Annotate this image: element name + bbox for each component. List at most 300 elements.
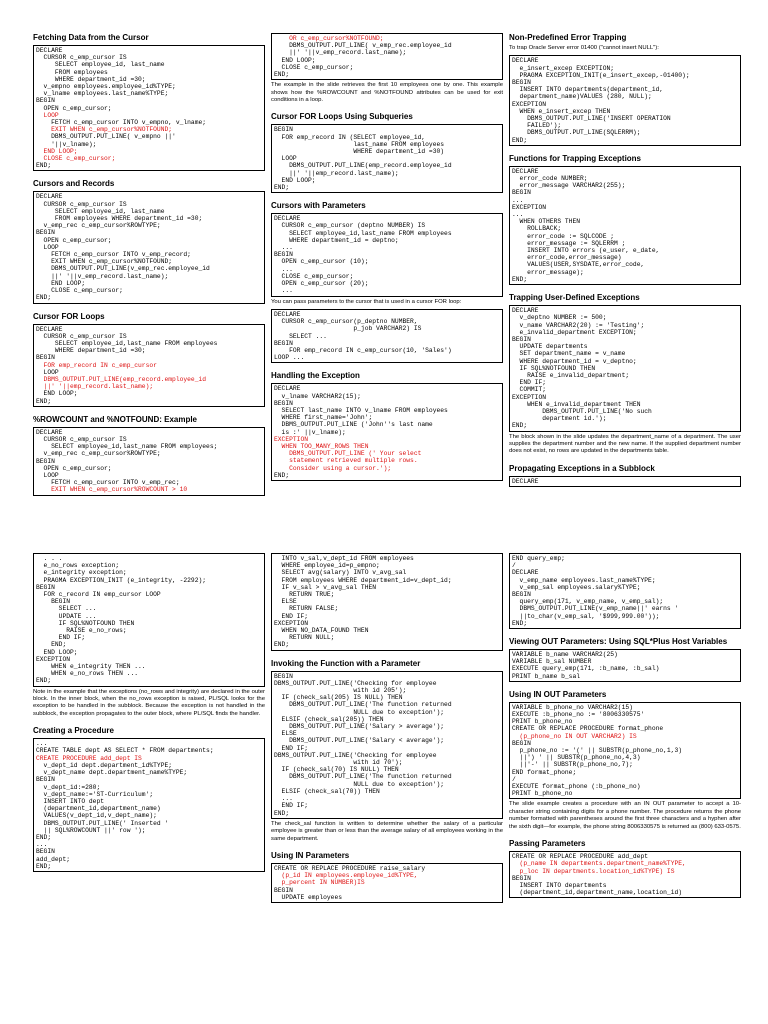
- code-line: IF (check_sal(205) IS NULL) THEN: [274, 694, 403, 702]
- section-heading: Cursor FOR Loops: [33, 311, 105, 321]
- section: [33, 726, 265, 872]
- code-line: INSERT INTO errors (e_user, e_date,: [512, 247, 660, 255]
- paragraph: The block shown in the slide updates the department_name of a department. The user supplies the department number and the new name. If the supplied department number does not exist, no rows are updated in the departments table.: [509, 433, 741, 455]
- code-line: (department_id,department_name): [36, 805, 161, 813]
- code-line: RAISE e_invalid_department;: [512, 371, 630, 379]
- section-heading: Passing Parameters: [509, 839, 586, 849]
- code-line: Consider using a cursor.');: [274, 464, 392, 472]
- code-line: (p_id IN employees.employee_id%TYPE,: [274, 872, 418, 880]
- code-line: DBMS_OUTPUT.PUT_LINE('Checking for employee: [274, 751, 437, 759]
- section: [271, 851, 503, 903]
- code-line: DECLARE: [274, 385, 301, 393]
- section: [33, 33, 265, 171]
- code-line: DBMS_OUTPUT.PUT_LINE(emp_record.employee_id: [274, 162, 452, 170]
- code-line: v_deptno NUMBER := 500;: [512, 314, 607, 322]
- bottom-column-1: [33, 520, 265, 872]
- code-line: WHERE department_id = v_deptno;: [512, 357, 637, 365]
- section: [509, 637, 741, 682]
- code-block: [33, 191, 265, 303]
- code-line: PRINT b_phone_no: [512, 790, 573, 798]
- code-line: ||') ' || SUBSTR(p_phone_no,4,3): [512, 754, 641, 762]
- code-line: DBMS_OUTPUT.PUT_LINE(emp_record.employee_id: [36, 375, 207, 383]
- section: [509, 293, 741, 456]
- code-line: CREATE OR REPLACE PROCEDURE format_phone: [512, 725, 664, 733]
- code-line: EXIT WHEN c_emp_cursor%NOTFOUND;: [36, 258, 173, 266]
- code-line: DBMS_OUTPUT.PUT_LINE( v_emp_rec.employee_id: [274, 42, 452, 50]
- code-line: DBMS_OUTPUT.PUT_LINE(v_emp_rec.employee_id: [36, 265, 210, 273]
- code-line: EXECUTE query_emp(171, :b_name, :b_sal): [512, 665, 660, 673]
- code-line: EXIT WHEN c_emp_cursor%NOTFOUND;: [36, 126, 173, 134]
- section: [509, 839, 741, 898]
- section: [509, 553, 741, 629]
- code-line: v_emp_name employees.last_name%TYPE;: [512, 576, 656, 584]
- code-line: FROM employees: [36, 68, 108, 76]
- code-line: WHERE department_id =30;: [36, 347, 146, 355]
- code-line: error_code NUMBER;: [512, 175, 588, 183]
- section-heading: Trapping User-Defined Exceptions: [509, 293, 640, 303]
- code-line: CLOSE c_emp_cursor;: [36, 287, 123, 295]
- code-line: COMMIT;: [512, 386, 547, 394]
- section: [509, 464, 741, 487]
- code-line: with id 205');: [274, 687, 407, 695]
- section-heading: Propagating Exceptions in a Subblock: [509, 463, 655, 473]
- code-line: IF SQL%NOTFOUND THEN: [36, 619, 135, 627]
- code-line: LOOP: [36, 368, 59, 376]
- section-heading: %ROWCOUNT and %NOTFOUND: Example: [33, 414, 198, 424]
- code-line: IF v_sal > v_avg_sal THEN: [274, 583, 377, 591]
- code-line: SELECT ...: [274, 332, 327, 340]
- code-line: EXCEPTION: [512, 393, 547, 401]
- paragraph: The example in the slide retrieves the first 10 employees one by one. This example shows how the %ROWCOUNT and %NOTFOUND attributes can be used for exit conditions in a loop.: [271, 82, 503, 104]
- code-line: FOR emp_record IN c_emp_cursor: [36, 361, 157, 369]
- code-line: EXIT WHEN c_emp_cursor%ROWCOUNT > 10: [36, 486, 188, 494]
- code-block: [509, 702, 741, 800]
- code-line: error_message VARCHAR2(255);: [512, 182, 626, 190]
- code-line: END LOOP;: [36, 147, 78, 155]
- code-line: LOOP: [36, 243, 59, 251]
- code-line: BEGIN: [274, 886, 293, 894]
- section-heading: Cursors and Records: [33, 179, 115, 189]
- code-line: '||v_lname);: [36, 140, 97, 148]
- code-line: statement retrieved multiple rows.: [274, 457, 418, 465]
- code-line: query_emp(171, v_emp_name, v_emp_sal);: [512, 598, 664, 606]
- code-line: CURSOR c_emp_cursor IS: [36, 200, 127, 208]
- page-bottom: [0, 520, 768, 1020]
- code-line: BEGIN: [512, 739, 531, 747]
- code-line: e_invalid_department EXCEPTION;: [512, 328, 637, 336]
- code-block: [271, 383, 503, 481]
- code-line: DBMS_OUTPUT.PUT_LINE(SQLERRM);: [512, 129, 641, 137]
- code-line: v_dept_id dept.department_id%TYPE;: [36, 761, 173, 769]
- section-heading: Functions for Trapping Exceptions: [509, 153, 642, 163]
- code-line: v_empno employees.employee_id%TYPE;: [36, 83, 176, 91]
- code-line: p_loc IN departments.location_id%TYPE) IS: [512, 867, 675, 875]
- code-line: v_emp_sal employees.salary%TYPE;: [512, 583, 641, 591]
- code-line: END;: [36, 677, 52, 685]
- code-line: DBMS_OUTPUT.PUT_LINE(' Inserted ': [36, 819, 169, 827]
- section: [509, 154, 741, 285]
- code-line: BEGIN: [36, 457, 55, 465]
- code-line: END;: [512, 275, 528, 283]
- code-line: WHERE department_id =30;: [36, 75, 146, 83]
- code-line: WHEN e_insert_excep THEN: [512, 107, 611, 115]
- code-line: ELSIF (check_sal(70)) THEN: [274, 787, 380, 795]
- code-line: END LOOP;: [274, 176, 316, 184]
- code-line: END IF;: [274, 802, 309, 810]
- code-line: OR c_emp_cursor%NOTFOUND;: [274, 35, 384, 42]
- code-line: DECLARE: [512, 477, 539, 485]
- code-line: /: [512, 562, 516, 570]
- bottom-column-2: [271, 520, 503, 903]
- code-line: ...: [36, 841, 48, 849]
- section: [33, 312, 265, 407]
- code-block: [509, 851, 741, 898]
- code-line: UPDATE ...: [36, 612, 97, 620]
- section: [33, 553, 265, 718]
- code-line: ||' '||emp_record.last_name);: [274, 169, 399, 177]
- code-line: BEGIN: [274, 339, 293, 347]
- code-line: FETCH c_emp_cursor INTO v_emp_rec;: [36, 479, 180, 487]
- code-line: v_name VARCHAR2(20) := 'Testing';: [512, 321, 645, 329]
- code-line: CREATE TABLE dept AS SELECT * FROM departments;: [36, 747, 214, 755]
- code-line: END;: [36, 641, 67, 649]
- page-top: [0, 0, 768, 500]
- code-line: DBMS_OUTPUT.PUT_LINE ('John''s last name: [274, 421, 433, 429]
- code-line: RETURN FALSE;: [274, 605, 339, 613]
- code-block: [271, 863, 503, 903]
- code-line: END;: [36, 833, 52, 841]
- code-line: ...: [274, 265, 293, 273]
- code-line: INSERT INTO departments: [512, 881, 607, 889]
- code-line: END;: [274, 809, 290, 817]
- code-line: INSERT INTO dept: [36, 797, 105, 805]
- code-line: END;: [274, 641, 290, 649]
- code-line: WHERE employee_id=p_empno;: [274, 562, 380, 570]
- section-heading: Handling the Exception: [271, 371, 360, 381]
- code-line: WHERE department_id =30): [274, 148, 445, 156]
- code-line: . . .: [36, 555, 63, 562]
- code-line: WHEN OTHERS THEN: [512, 218, 581, 226]
- code-block: [271, 671, 503, 819]
- code-line: RAISE e_no_rows;: [36, 627, 127, 635]
- section-heading: Creating a Procedure: [33, 726, 114, 736]
- code-line: ELSIF (check_sal(205)) THEN: [274, 715, 384, 723]
- code-line: ||to_char(v_emp_sal, '$999,999.00'));: [512, 612, 660, 620]
- code-line: CREATE PROCEDURE add_dept IS: [36, 754, 142, 762]
- code-line: e_no_rows exception;: [36, 562, 120, 570]
- bottom-column-3: [509, 520, 741, 898]
- code-line: OPEN c_emp_cursor;: [36, 236, 112, 244]
- section: [271, 201, 503, 306]
- code-line: e_integrity exception;: [36, 569, 127, 577]
- code-line: DBMS_OUTPUT.PUT_LINE('The function returned: [274, 773, 452, 781]
- code-line: BEGIN: [274, 399, 293, 407]
- code-line: SET department_name = v_name: [512, 350, 626, 358]
- code-line: BEGIN: [36, 598, 71, 606]
- section: [271, 659, 503, 843]
- code-block: [271, 309, 503, 363]
- code-line: error_code,error_message): [512, 254, 622, 262]
- code-block: [509, 553, 741, 629]
- code-line: EXECUTE :b_phone_no := '8006330575': [512, 711, 645, 719]
- code-line: DECLARE: [512, 569, 539, 577]
- code-line: (department_id,department_name,location_id): [512, 889, 683, 897]
- section-heading: Invoking the Function with a Parameter: [271, 658, 421, 668]
- code-line: CURSOR c_emp_cursor IS: [36, 332, 127, 340]
- code-block: [271, 553, 503, 651]
- code-line: CURSOR c_emp_cursor (deptno NUMBER) IS: [274, 222, 426, 230]
- code-line: CLOSE c_emp_cursor;: [36, 155, 116, 163]
- code-line: FAILED');: [512, 122, 562, 130]
- code-line: END;: [512, 619, 528, 627]
- code-line: BEGIN: [512, 189, 531, 197]
- code-line: CREATE OR REPLACE PROCEDURE raise_salary: [274, 864, 426, 872]
- code-line: v_emp_rec c_emp_cursor%ROWTYPE;: [36, 222, 161, 230]
- code-line: v_lname VARCHAR2(15);: [274, 392, 361, 400]
- code-line: p_percent IN NUMBER)IS: [274, 879, 365, 887]
- code-line: ...: [274, 795, 293, 803]
- code-line: VALUES(v_dept_id,v_dept_name);: [36, 812, 157, 820]
- code-line: OPEN c_emp_cursor;: [36, 104, 112, 112]
- code-line: BEGIN: [274, 672, 293, 680]
- code-line: DECLARE: [512, 307, 539, 315]
- code-line: DECLARE: [36, 428, 63, 436]
- code-line: e_insert_excep EXCEPTION;: [512, 64, 615, 72]
- top-column-2: [271, 0, 503, 481]
- code-line: CLOSE c_emp_cursor;: [274, 272, 354, 280]
- code-line: SELECT avg(salary) INTO v_avg_sal: [274, 569, 407, 577]
- paragraph: You can pass parameters to the cursor that is used in a cursor FOR loop:: [271, 298, 462, 305]
- code-line: END;: [512, 136, 528, 144]
- code-line: END;: [274, 184, 290, 192]
- section: [33, 415, 265, 496]
- code-block: [33, 427, 265, 496]
- code-line: error_code := SQLCODE ;: [512, 232, 615, 240]
- top-column-3: [509, 0, 741, 487]
- code-line: LOOP ...: [274, 354, 305, 362]
- code-line: ...: [36, 740, 48, 748]
- top-column-1: [33, 0, 265, 496]
- code-line: DBMS_OUTPUT.PUT_LINE('The function returned: [274, 701, 452, 709]
- code-line: DECLARE: [36, 47, 63, 54]
- code-block: [509, 55, 741, 145]
- paragraph: The slide example creates a procedure with an IN OUT parameter to accept a 10-character string containing digits for a phone number. The procedure returns the phone number formatted with parentheses around the first three characters and a hyphen after the sixth digit—for example, the phone string 8006330575 is returned as (800) 633-0575.: [509, 801, 741, 830]
- code-line: BEGIN: [274, 126, 293, 134]
- code-line: LOOP: [274, 155, 297, 163]
- code-line: WHEN e_invalid_department THEN: [512, 400, 641, 408]
- code-line: WHERE first_name='John';: [274, 414, 373, 422]
- code-line: v_lname employees.last_name%TYPE;: [36, 90, 169, 98]
- code-line: BEGIN: [36, 583, 55, 591]
- code-block: [509, 649, 741, 682]
- code-line: v_emp_rec c_emp_cursor%ROWTYPE;: [36, 450, 161, 458]
- code-line: /: [512, 775, 516, 783]
- code-line: DBMS_OUTPUT.PUT_LINE('Salary > average');: [274, 723, 445, 731]
- code-line: END LOOP;: [274, 56, 316, 64]
- code-line: with id 70');: [274, 759, 403, 767]
- code-line: error_message);: [512, 268, 584, 276]
- code-line: WHERE department_id = deptno;: [274, 236, 399, 244]
- section: [271, 553, 503, 651]
- code-line: VARIABLE b_phone_no VARCHAR2(15): [512, 703, 633, 711]
- code-line: CURSOR c_emp_cursor IS: [36, 54, 127, 62]
- code-line: v_dept_name dept.department_name%TYPE;: [36, 769, 188, 777]
- section-heading: Viewing OUT Parameters: Using SQL*Plus Host Variables: [509, 637, 728, 647]
- code-line: OPEN c_emp_cursor (10);: [274, 258, 369, 266]
- code-line: WHEN NO_DATA_FOUND THEN: [274, 627, 369, 635]
- code-line: DECLARE: [512, 57, 539, 65]
- code-line: DECLARE: [274, 310, 301, 318]
- code-block: [509, 476, 741, 487]
- code-line: LOOP: [36, 471, 59, 479]
- code-line: EXCEPTION: [36, 655, 71, 663]
- code-line: BEGIN: [512, 874, 531, 882]
- code-line: END LOOP;: [36, 390, 78, 398]
- section: [33, 179, 265, 303]
- code-line: is :' ||v_lname);: [274, 428, 346, 436]
- code-line: END;: [512, 422, 528, 430]
- code-line: SELECT employee_id, last_name: [36, 207, 165, 215]
- code-line: ...: [512, 211, 524, 219]
- section: [509, 33, 741, 146]
- code-line: BEGIN: [274, 251, 293, 259]
- code-line: v_dept_id:=280;: [36, 783, 101, 791]
- code-line: VARIABLE b_sal NUMBER: [512, 658, 592, 666]
- code-line: || SQL%ROWCOUNT ||' row ');: [36, 826, 146, 834]
- code-line: ...: [274, 244, 293, 252]
- code-line: SELECT employee_id,last_name FROM employees: [274, 229, 452, 237]
- code-line: UPDATE departments: [512, 343, 588, 351]
- code-line: ROLLBACK;: [512, 225, 562, 233]
- code-line: (p_phone_no IN OUT VARCHAR2) IS: [512, 732, 637, 740]
- code-line: FETCH c_emp_cursor INTO v_emp_record;: [36, 251, 191, 259]
- code-line: add_dept;: [36, 855, 71, 863]
- code-line: END;: [36, 162, 52, 170]
- code-line: ||' '||v_emp_record.last_name);: [274, 49, 407, 57]
- code-line: BEGIN: [512, 79, 531, 87]
- code-line: END query_emp;: [512, 555, 565, 562]
- code-line: SELECT ...: [36, 605, 97, 613]
- code-line: PRINT b_name b_sal: [512, 672, 581, 680]
- code-line: DECLARE: [274, 215, 301, 223]
- code-line: DBMS_OUTPUT.PUT_LINE(v_emp_name||' earns ': [512, 605, 679, 613]
- code-block: [271, 124, 503, 193]
- section-heading: Using IN Parameters: [271, 850, 350, 860]
- code-line: WHEN TOO_MANY_ROWS THEN: [274, 442, 369, 450]
- section: [509, 690, 741, 831]
- code-block: [509, 305, 741, 431]
- code-line: DBMS_OUTPUT.PUT_LINE('Checking for employee: [274, 679, 437, 687]
- code-block: [271, 213, 503, 296]
- code-line: WHEN e_integrity THEN ...: [36, 663, 146, 671]
- code-line: END IF;: [36, 634, 86, 642]
- code-line: VARIABLE b_name VARCHAR2(25): [512, 651, 618, 659]
- section-heading: Cursors with Parameters: [271, 201, 366, 211]
- code-line: SELECT last_name INTO v_lname FROM employees: [274, 406, 448, 414]
- code-line: EXCEPTION: [274, 435, 309, 443]
- code-line: IF (check_sal(70) IS NULL) THEN: [274, 766, 399, 774]
- section-subtitle: To trap Oracle Server error 01400 ("cannot insert NULL"):: [509, 45, 659, 51]
- code-line: v_dept_name:='ST-Curriculum';: [36, 790, 154, 798]
- paragraph: Note in the example that the exceptions (no_rows and integrity) are declared in the outer block. In the inner block, when the no_rows exception is raised, PL/SQL looks for the exception to be handled in the subblock. Because the exception is not handled in the subblock, the exception propagates to the outer block, where PL/SQL finds the handler.: [33, 688, 265, 717]
- code-line: SELECT employee_id,last_name FROM employees;: [36, 443, 218, 451]
- code-line: ...: [274, 287, 293, 295]
- code-line: NULL due to exception');: [274, 780, 445, 788]
- code-line: VALUES(USER,SYSDATE,error_code,: [512, 261, 645, 269]
- code-line: FETCH c_emp_cursor INTO v_empno, v_lname;: [36, 119, 207, 127]
- code-line: DBMS_OUTPUT.PUT_LINE('INSERT OPERATION: [512, 115, 671, 123]
- section: [271, 33, 503, 104]
- code-line: CLOSE c_emp_cursor;: [274, 63, 354, 71]
- code-line: DBMS_OUTPUT.PUT_LINE('Salary < average');: [274, 737, 445, 745]
- code-line: CURSOR c_emp_cursor IS: [36, 435, 127, 443]
- code-line: ||' '||emp_record.last_name);: [36, 383, 154, 391]
- code-line: FROM employees WHERE department_id=v_dept_id;: [274, 576, 452, 584]
- code-line: CURSOR c_emp_cursor(p_deptno NUMBER,: [274, 318, 418, 326]
- code-line: DECLARE: [512, 167, 539, 175]
- code-line: EXCEPTION: [512, 203, 547, 211]
- code-line: BEGIN: [36, 354, 55, 362]
- code-line: BEGIN: [36, 97, 55, 105]
- code-block: [33, 45, 265, 171]
- code-line: ||'-' || SUBSTR(p_phone_no,7);: [512, 761, 633, 769]
- code-line: PRAGMA EXCEPTION_INIT(e_insert_excep,-01400);: [512, 71, 690, 79]
- code-line: ||' '||v_emp_record.last_name);: [36, 272, 169, 280]
- code-line: INTO v_sal,v_dept_id FROM employees: [274, 555, 414, 562]
- code-line: FROM employees WHERE department_id =30;: [36, 215, 203, 223]
- code-line: DECLARE: [36, 193, 63, 201]
- code-line: LOOP: [36, 111, 59, 119]
- code-line: OPEN c_emp_cursor (20);: [274, 280, 369, 288]
- code-line: PRINT b_phone_no: [512, 718, 573, 726]
- code-line: EXCEPTION: [512, 100, 547, 108]
- code-line: BEGIN: [512, 591, 531, 599]
- code-line: END IF;: [512, 379, 547, 387]
- code-line: DECLARE: [36, 325, 63, 333]
- code-line: RETURN TRUE;: [274, 591, 335, 599]
- code-line: EXCEPTION: [274, 619, 309, 627]
- code-block: [33, 553, 265, 687]
- code-line: department_name)VALUES (280, NULL);: [512, 93, 652, 101]
- code-line: FOR emp_record IN (SELECT employee_id,: [274, 133, 426, 141]
- paragraph: The check_sal function is written to determine whether the salary of a particular employee is greater than or less than the average salary of all employees working in the same department.: [271, 820, 503, 842]
- code-line: END format_phone;: [512, 768, 577, 776]
- code-line: BEGIN: [512, 335, 531, 343]
- code-line: department id.');: [512, 415, 607, 423]
- section-heading: Cursor FOR Loops Using Subqueries: [271, 112, 413, 122]
- code-line: END LOOP;: [36, 279, 86, 287]
- code-line: SELECT employee_id,last_name FROM employees: [36, 339, 218, 347]
- code-line: ...: [512, 196, 524, 204]
- code-line: END;: [36, 862, 52, 870]
- code-line: DBMS_OUTPUT.PUT_LINE (' Your select: [274, 450, 422, 458]
- section-heading: Fetching Data from the Cursor: [33, 33, 149, 42]
- code-block: [509, 166, 741, 285]
- code-line: END IF;: [274, 612, 309, 620]
- code-line: p_phone_no := '(' || SUBSTR(p_phone_no,1,3): [512, 747, 683, 755]
- code-line: ELSE: [274, 730, 297, 738]
- code-line: INSERT INTO departments(department_id,: [512, 86, 664, 94]
- code-line: error_message := SQLERRM ;: [512, 239, 626, 247]
- code-line: ELSE: [274, 598, 297, 606]
- code-line: END IF;: [274, 744, 309, 752]
- code-line: NULL due to exception');: [274, 708, 445, 716]
- code-line: UPDATE employees: [274, 893, 343, 901]
- code-line: END LOOP;: [36, 648, 78, 656]
- code-line: FOR c_record IN emp_cursor LOOP: [36, 591, 161, 599]
- section-heading: Using IN OUT Parameters: [509, 689, 607, 699]
- code-line: CREATE OR REPLACE PROCEDURE add_dept: [512, 853, 649, 861]
